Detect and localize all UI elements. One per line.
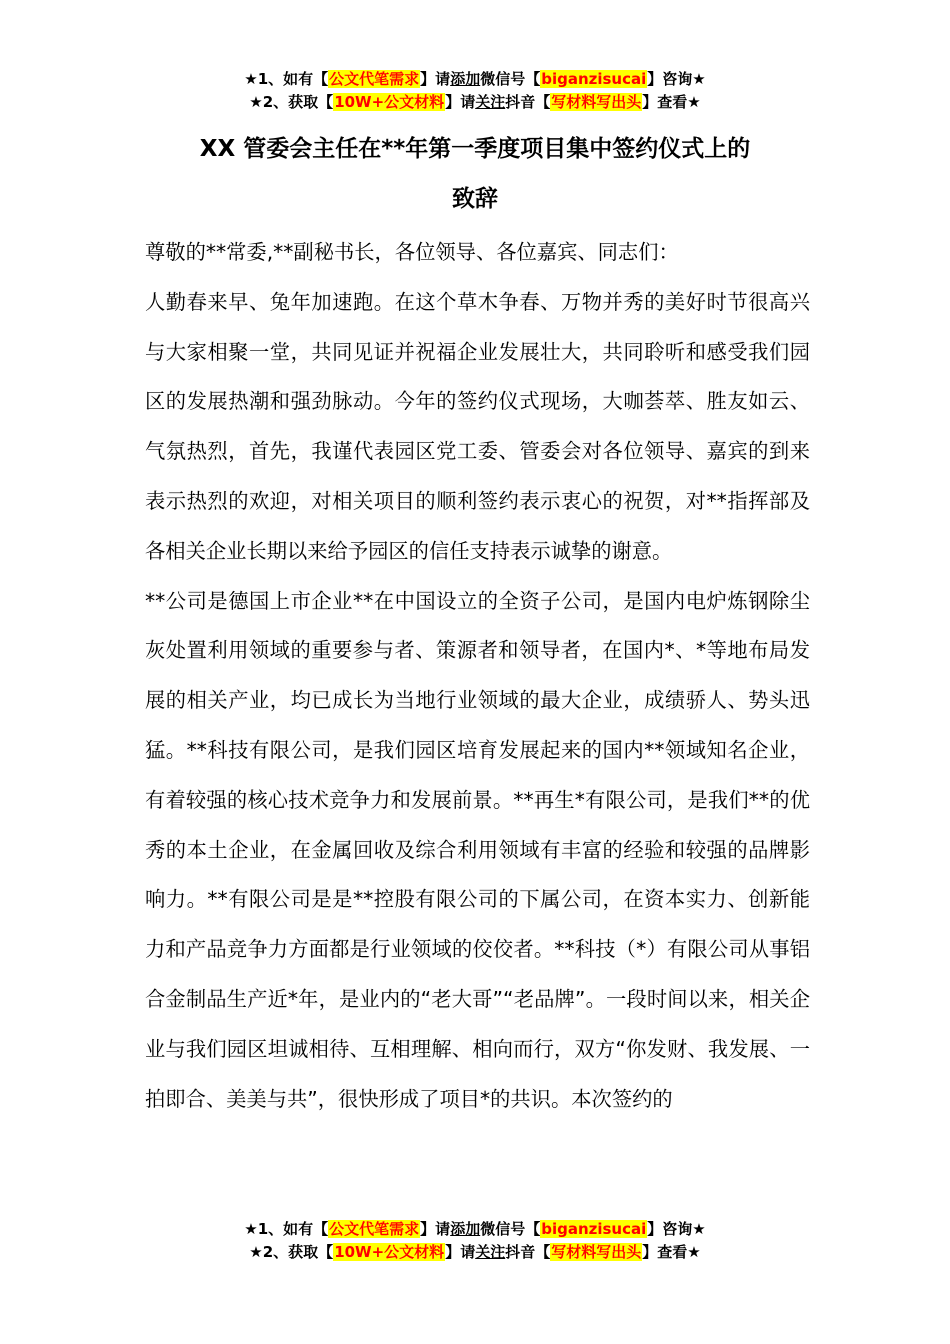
title-line-1: XX 管委会主任在**年第一季度项目集中签约仪式上的 (199, 136, 751, 162)
promo-text: ★1、如有【 (244, 1220, 329, 1238)
promo-text: 】查看★ (642, 93, 701, 111)
promo-text: 微信号【 (480, 1220, 541, 1238)
promo-underline: 添加 (450, 70, 481, 88)
promo-text: 】查看★ (642, 1243, 701, 1261)
salutation: 尊敬的**常委,**副秘书长，各位领导、各位嘉宾、同志们： (145, 240, 679, 264)
promo-text: 】咨询★ (647, 1220, 706, 1238)
promo-text: ★1、如有【 (244, 70, 329, 88)
promo-line-2 (0, 91, 950, 114)
promo-highlight: 10W+公文材料 (334, 1243, 445, 1261)
promo-highlight: 公文代笔需求 (329, 70, 420, 88)
douyin-id-highlight: 写材料写出头 (551, 1243, 642, 1261)
promo-highlight: 公文代笔需求 (329, 1220, 420, 1238)
promo-text: 抖音【 (505, 93, 551, 111)
promo-text: 】请 (445, 1243, 476, 1261)
wechat-id-highlight: biganzisucai (541, 70, 647, 88)
promo-text: 微信号【 (480, 70, 541, 88)
promo-text: ★2、获取【 (249, 1243, 334, 1261)
promo-text: 抖音【 (505, 1243, 551, 1261)
promo-text: 】咨询★ (647, 70, 706, 88)
promo-line-1 (0, 1218, 950, 1241)
promo-text: 】请 (420, 1220, 451, 1238)
promo-underline: 关注 (475, 93, 506, 111)
promo-text: 】请 (420, 70, 451, 88)
promo-underline: 关注 (475, 1243, 506, 1261)
promo-underline: 添加 (450, 1220, 481, 1238)
promo-text: ★2、获取【 (249, 93, 334, 111)
top-promo-banner (0, 68, 950, 114)
document-title (145, 124, 805, 224)
bottom-promo-banner (0, 1218, 950, 1264)
wechat-id-highlight: biganzisucai (541, 1220, 647, 1238)
document-body (145, 228, 810, 1124)
promo-highlight: 10W+公文材料 (334, 93, 445, 111)
paragraph-2: **公司是德国上市企业**在中国设立的全资子公司，是国内电炉炼钢除尘灰处置利用领域的重要参与者、策源者和领导者，在国内*、*等地布局发展的相关产业，均已成长为当地行业领域的最大企业，成绩骄人、势头迅猛。**科技有限公司，是我们园区培育发展起来的国内**领域知名企业，有着较强的核心技术竞争力和发展前景。**再生*有限公司，是我们**的优秀的本土企业，在金属回收及综合利用领域有丰富的经验和较强的品牌影响力。**有限公司是是**控股有限公司的下属公司，在资本实力、创新能力和产品竞争力方面都是行业领域的佼佼者。**科技（*）有限公司从事铝合金制品生产近*年，是业内的“老大哥”“老品牌”。一段时间以来，相关企业与我们园区坦诚相待、互相理解、相向而行，双方“你发财、我发展、一拍即合、美美与共”，很快形成了项目*的共识。本次签约的 (145, 588, 810, 1111)
promo-line-1 (0, 68, 950, 91)
paragraph-1: 人勤春来早、兔年加速跑。在这个草木争春、万物并秀的美好时节很高兴与大家相聚一堂，共同见证并祝福企业发展壮大，共同聆听和感受我们园区的发展热潮和强劲脉动。今年的签约仪式现场，大咖荟萃、胜友如云、气氛热烈，首先，我谨代表园区党工委、管委会对各位领导、嘉宾的到来表示热烈的欢迎，对相关项目的顺利签约表示衷心的祝贺，对**指挥部及各相关企业长期以来给予园区的信任支持表示诚挚的谢意。 (145, 289, 810, 563)
douyin-id-highlight: 写材料写出头 (551, 93, 642, 111)
promo-line-2 (0, 1241, 950, 1264)
title-line-2: 致辞 (452, 186, 498, 212)
promo-text: 】请 (445, 93, 476, 111)
